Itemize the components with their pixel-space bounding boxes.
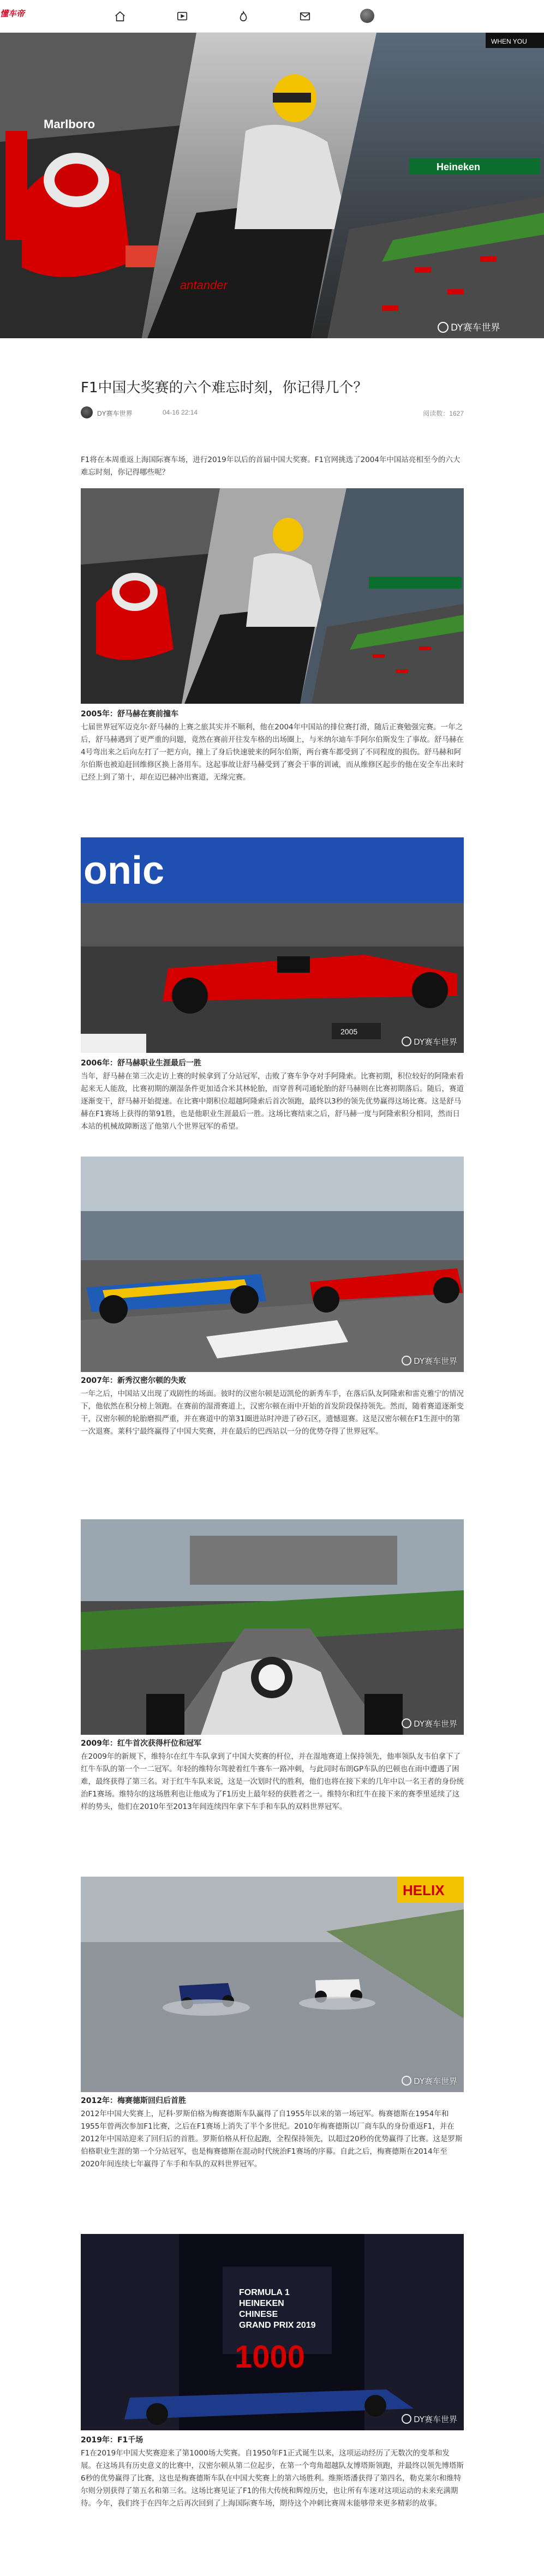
poster-line-4: GRAND PRIX 2019 bbox=[239, 2321, 316, 2330]
image-watermark: DY赛车世界 bbox=[402, 1355, 457, 1367]
video-icon[interactable] bbox=[175, 9, 190, 24]
publish-time: 04-16 22:14 bbox=[163, 409, 198, 416]
section-body-2019: F1在2019年中国大奖赛迎来了第1000场大奖赛。自1950年F1正式诞生以来，这项运动经历了无数次的变革和发展。在这场具有历史意义的比赛中，汉密尔顿从第二位起步，在第一个弯角超越队友博塔斯领跑，并最终以领先博塔斯6秒的优势赢得了比赛，这也是梅赛德斯车队在中国大奖赛上的第六场胜利。维斯塔潘获得了第四名，勒克莱尔和维特尔则分别获得了第五名和第三名。这场比赛见证了F1的伟大传统和辉煌历史，也让所有车迷对这项运动的未来充满期待。今年，我们终于在四年之后再次回到了上海国际赛车场，期待这个冲刺比赛周末能够带来更多精彩的故事。 bbox=[81, 2449, 464, 2508]
article-image-1 bbox=[81, 488, 464, 704]
section-body-2005: 七届世界冠军迈克尔·舒马赫的上赛之旅其实并不顺利，他在2004年中国站的排位赛打滑，随后正赛勉强完赛。一年之后，舒马赫遇到了更严重的问题，竟然在赛前开往发车格的出场圈上，与米纳尔迪车手阿尔伯斯发生了事故。舒马赫在4号弯出来之后向左打了一把方向，撞上了身后快速驶来的阿尔伯斯，两台赛车都受到了不同程度的损伤。舒马赫和阿尔伯斯也被迫赶回维修区换上备用车。这起事故让舒马赫受到了赛会干事的训诫，而从维修区起步的他在安全车出来时已经上到了第十，却在迈巴赫冲出赛道，无缘完赛。 bbox=[81, 723, 464, 782]
author-name[interactable]: DY赛车世界 bbox=[97, 410, 133, 417]
svg-text:onic: onic bbox=[83, 849, 165, 892]
author-avatar[interactable] bbox=[81, 406, 93, 418]
top-navigation-bar bbox=[0, 0, 544, 33]
article-image-5 bbox=[81, 1877, 464, 2092]
article-image-4 bbox=[81, 1519, 464, 1735]
image-watermark: DY赛车世界 bbox=[402, 2075, 457, 2087]
home-icon[interactable] bbox=[112, 9, 128, 24]
section-heading-2012: 2012年：梅赛德斯回归后首胜 bbox=[81, 2096, 186, 2105]
section-heading-2005: 2005年：舒马赫在赛前撞车 bbox=[81, 710, 178, 718]
mail-icon[interactable] bbox=[297, 9, 313, 24]
hero-banner-text: Heineken bbox=[437, 161, 481, 172]
section-body-2007: 一年之后，中国站又出现了戏剧性的场面。彼时的汉密尔顿是迈凯伦的新秀车手，在落后队友阿隆索和雷克雅宁的情况下，他依然在积分榜上领跑。在赛前的湿滑赛道上，汉密尔顿在雨中开始的首发阶段保持领先。然而，随着赛道逐渐变干，汉密尔顿的轮胎磨损严重，并在赛道中的第31圈进站时冲进了砂石区，遗憾退赛。这是汉密尔顿在F1生涯中的第一次退赛。莱科宁最终赢得了中国大奖赛，并在最后的巴西站以一分的优势夺得了世界冠军。 bbox=[81, 1389, 464, 1436]
poster-line-3: CHINESE bbox=[239, 2310, 278, 2319]
hero-image bbox=[0, 33, 544, 338]
poster-line-1: FORMULA 1 bbox=[239, 2288, 290, 2297]
image-watermark: DY赛车世界 bbox=[402, 1718, 457, 1729]
section-body-2009: 在2009年的新规下，维特尔在红牛车队拿到了中国大奖赛的杆位，并在湿地赛道上保持领先，他率领队友韦伯拿下了红牛车队的第一个一二冠军。年轻的维特尔驾驶着红牛赛车一路冲刺，与此同时布朗GP车队的巴顿也在雨中遭遇了困难，最终获得了第三名。对于红牛车队来说，这是一次划时代的胜利，他们也将在接下来的几年中以一名王者的身份统治F1赛场。维特尔的这场胜利也让他成为了F1历史上最年轻的获胜者之一。维特尔和红牛在接下来的赛季里延续了这样的势头，他们在2010年至2013年间连续四年拿下车手和车队的双料世界冠军。 bbox=[81, 1752, 464, 1811]
section-body-2012: 2012年中国大奖赛上，尼科·罗斯伯格为梅赛德斯车队赢得了自1955年以来的第一场冠军。梅赛德斯在1954年和1955年曾两次参加F1比赛，之后在F1赛场上消失了半个多世纪。2010年梅赛德斯以厂商车队的身份重返F1，并在2012年中国站迎来了回归后的首胜。罗斯伯格从杆位起跑，全程保持领先，以超过20秒的优势赢得了比赛。这是罗斯伯格职业生涯的第一个分站冠军，也是梅赛德斯在混动时代统治F1赛场的序幕。自此之后，梅赛德斯在2014年至2020年间连续七年赢得了车手和车队的双料世界冠军。 bbox=[81, 2110, 463, 2168]
article-meta bbox=[81, 406, 464, 420]
lap-board: 2005 bbox=[340, 1027, 358, 1036]
hero-corner-text: WHEN YOU bbox=[491, 38, 527, 45]
article-intro: F1将在本周重返上海国际赛车场，进行2019年以后的首届中国大奖赛。F1官网挑选了2004年中国站亮相至今的六大难忘时刻，你记得哪些呢？ bbox=[81, 456, 461, 477]
site-logo[interactable]: 懂车帝 bbox=[0, 9, 25, 19]
user-avatar[interactable] bbox=[360, 9, 374, 23]
article-image-3 bbox=[81, 1157, 464, 1372]
svg-text:antander: antander bbox=[180, 278, 228, 292]
read-count: 阅读数：1627 bbox=[423, 410, 464, 417]
hero-watermark: DY赛车世界 bbox=[451, 322, 500, 333]
image-watermark: DY赛车世界 bbox=[402, 1036, 457, 1047]
image-watermark: DY赛车世界 bbox=[402, 2413, 457, 2425]
section-heading-2007: 2007年：新秀汉密尔顿的失败 bbox=[81, 1376, 186, 1385]
article-image-6 bbox=[81, 2234, 464, 2430]
section-heading-2006: 2006年：舒马赫职业生涯最后一胜 bbox=[81, 1059, 201, 1068]
article-title: F1中国大奖赛的六个难忘时刻，你记得几个？ bbox=[81, 380, 368, 396]
article-image-2 bbox=[81, 837, 464, 1053]
flame-icon[interactable] bbox=[236, 9, 251, 24]
section-heading-2019: 2019年：F1千场 bbox=[81, 2436, 144, 2445]
section-body-2006: 当年，舒马赫在第三次走访上赛的时候拿到了分站冠军，击败了赛车争夺对手阿隆索。比赛初期，积位较好的阿隆索看起来无人能敌，比赛初期的潮湿条件更加适合米其林轮胎，而穿普利司通轮胎的舒马赫则在比赛初期落后。随后，赛道逐渐变干，舒马赫开始提速。在比赛中期积位超越阿隆索后首次领跑，最终以3秒的领先优势赢得这场比赛。这是舒马赫在F1赛场上获得的第91胜，也是他职业生涯最后一胜。这场比赛结束之后，舒马赫一度与阿隆索积分相同，然而日本站的机械故障断送了他第八个世界冠军的希望。 bbox=[81, 1072, 464, 1131]
helix-banner: HELIX bbox=[403, 1882, 445, 1898]
svg-text:Marlboro: Marlboro bbox=[44, 117, 95, 131]
poster-line-2: HEINEKEN bbox=[239, 2299, 284, 2308]
poster-1000: 1000 bbox=[235, 2339, 306, 2375]
section-heading-2009: 2009年：红牛首次获得杆位和冠军 bbox=[81, 1739, 201, 1748]
